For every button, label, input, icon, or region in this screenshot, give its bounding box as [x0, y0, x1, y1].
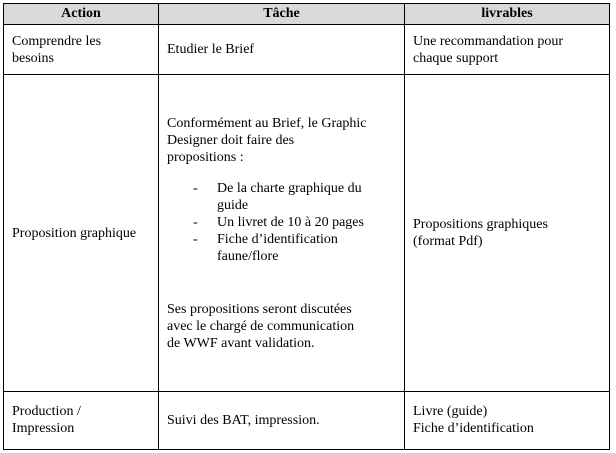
header-tache: Tâche	[159, 4, 405, 25]
tache-cell	[159, 391, 405, 449]
tache-list	[167, 180, 398, 265]
list-item	[167, 180, 398, 214]
livrables-text: (format Pdf)	[413, 234, 483, 250]
header-row	[4, 4, 610, 25]
livrables-cell	[405, 75, 610, 392]
tache-intro-line: Conformément au Brief, le Graphic	[167, 115, 367, 131]
action-text: Comprendre les	[12, 33, 102, 49]
livrables-text: Fiche d’identification	[413, 421, 534, 437]
spacer	[167, 265, 398, 301]
tache-intro	[167, 115, 398, 166]
list-item	[167, 214, 398, 231]
tache-text: Etudier le Brief	[167, 42, 255, 58]
livrables-text: Propositions graphiques	[413, 217, 548, 233]
livrables-cell	[405, 25, 610, 75]
tache-text: Suivi des BAT, impression.	[167, 412, 320, 428]
table-row	[4, 391, 610, 449]
action-text: besoins	[12, 50, 54, 66]
action-text: Proposition graphique	[12, 225, 137, 241]
header-livrables: livrables	[405, 4, 610, 25]
tache-cell	[159, 75, 405, 392]
list-item-text: - Un livret de 10 à 20 pages	[217, 214, 364, 230]
list-item-text: faune/flore	[217, 248, 279, 264]
table-row	[4, 25, 610, 75]
action-cell	[4, 75, 159, 392]
livrables-text: Livre (guide)	[413, 404, 488, 420]
tache-cell	[159, 25, 405, 75]
deliverables-table	[3, 3, 610, 450]
livrables-cell	[405, 391, 610, 449]
list-item-text: - De la charte graphique du	[217, 180, 362, 196]
tache-outro-line: avec le chargé de communication	[167, 318, 355, 334]
table-row	[4, 75, 610, 392]
action-cell	[4, 25, 159, 75]
tache-outro-line: de WWF avant validation.	[167, 335, 315, 351]
action-cell	[4, 391, 159, 449]
tache-intro-line: Designer doit faire des	[167, 132, 295, 148]
action-text: Impression	[12, 421, 75, 437]
list-item-text: - Fiche d’identification	[217, 231, 338, 247]
livrables-text: Une recommandation pour	[413, 33, 564, 49]
tache-outro-line: Ses propositions seront discutées	[167, 301, 352, 317]
action-text: Production /	[12, 404, 81, 420]
header-action: Action	[4, 4, 159, 25]
list-item-text: guide	[217, 197, 249, 213]
list-item	[167, 231, 398, 265]
tache-intro-line: propositions :	[167, 149, 244, 165]
livrables-text: chaque support	[413, 50, 499, 66]
tache-outro	[167, 301, 398, 352]
